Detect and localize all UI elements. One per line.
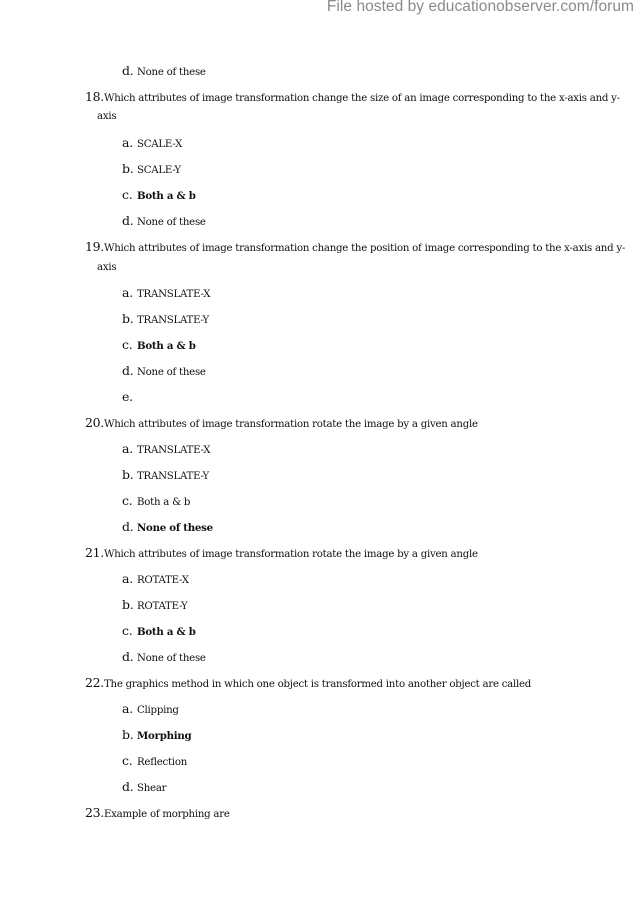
option-text: TRANSLATE-X [137, 445, 211, 456]
option-letter: c. [122, 753, 133, 768]
option-text-answer: Both a & b [137, 626, 196, 638]
option-letter: a. [122, 285, 133, 300]
option-text: None of these [137, 217, 206, 228]
question-number: 20. [85, 415, 104, 430]
option-item [122, 598, 188, 614]
question-text: Which attributes of image transformation change the position of image corresponding to the x-axis and y- [103, 243, 626, 254]
question-23-line-1 [85, 806, 230, 822]
question-number: 22. [85, 675, 104, 690]
option-letter: c. [122, 187, 133, 202]
option-item [122, 136, 182, 152]
option-letter: a. [122, 135, 133, 150]
option-text: None of these [137, 67, 206, 78]
option-item [122, 214, 206, 230]
option-item [122, 364, 206, 380]
option-letter: d. [122, 519, 134, 534]
option-text: SCALE-X [137, 139, 183, 150]
question-19-line-1 [85, 240, 625, 256]
question-19-line-2: axis [97, 262, 117, 273]
option-item [122, 702, 179, 718]
option-letter: c. [122, 493, 133, 508]
option-item [122, 572, 189, 588]
question-22-line-1 [85, 676, 531, 692]
option-text: ROTATE-X [137, 575, 189, 586]
option-item [122, 312, 209, 328]
option-letter: b. [122, 727, 134, 742]
option-item [122, 754, 187, 770]
option-item [122, 624, 196, 640]
option-text: None of these [137, 367, 206, 378]
watermark-text: File hosted by educationobserver.com/forum [326, 0, 634, 15]
option-text: TRANSLATE-Y [137, 471, 209, 482]
question-text: Example of morphing are [103, 809, 230, 820]
option-letter: c. [122, 623, 133, 638]
option-text: Reflection [137, 757, 188, 768]
option-item [122, 520, 213, 536]
question-number: 23. [85, 805, 104, 820]
option-letter: b. [122, 161, 134, 176]
option-text: Shear [137, 783, 167, 794]
option-letter: e. [122, 389, 133, 404]
option-text: Both a & b [137, 497, 191, 508]
option-letter: b. [122, 597, 134, 612]
option-item [122, 188, 196, 204]
option-item [122, 390, 137, 406]
option-item [122, 162, 181, 178]
question-number: 19. [85, 239, 104, 254]
question-18-line-1 [85, 90, 620, 106]
option-item [122, 286, 210, 302]
option-letter: d. [122, 213, 134, 228]
question-text: The graphics method in which one object is transformed into another object are called [103, 679, 532, 690]
question-21-line-1 [85, 546, 478, 562]
option-letter: c. [122, 337, 133, 352]
option-item [122, 64, 206, 80]
option-letter: d. [122, 779, 134, 794]
option-item [122, 780, 166, 796]
option-item [122, 728, 191, 744]
option-text: None of these [137, 653, 206, 664]
option-letter: b. [122, 311, 134, 326]
option-item [122, 494, 190, 510]
option-letter: d. [122, 363, 134, 378]
question-number: 21. [85, 545, 104, 560]
option-text-answer: Both a & b [137, 190, 196, 202]
option-text-answer: Morphing [137, 730, 192, 742]
option-item [122, 442, 210, 458]
question-text: Which attributes of image transformation rotate the image by a given angle [103, 549, 478, 560]
option-text: SCALE-Y [137, 165, 181, 176]
question-number: 18. [85, 89, 104, 104]
option-letter: b. [122, 467, 134, 482]
question-18-line-2: axis [97, 111, 117, 122]
question-20-line-1 [85, 416, 478, 432]
option-item [122, 338, 196, 354]
question-text: Which attributes of image transformation change the size of an image corresponding to the x-axis and y- [103, 93, 620, 104]
option-text-answer: Both a & b [137, 340, 196, 352]
option-letter: d. [122, 649, 134, 664]
option-text: ROTATE-Y [137, 601, 188, 612]
option-item [122, 468, 209, 484]
option-text: TRANSLATE-Y [137, 315, 209, 326]
option-letter: a. [122, 701, 133, 716]
option-letter: a. [122, 571, 133, 586]
option-letter: a. [122, 441, 133, 456]
option-text: Clipping [137, 705, 179, 716]
option-text: TRANSLATE-X [137, 289, 211, 300]
option-item [122, 650, 206, 666]
option-text-answer: None of these [137, 522, 213, 534]
option-letter: d. [122, 63, 134, 78]
question-text: Which attributes of image transformation rotate the image by a given angle [103, 419, 478, 430]
